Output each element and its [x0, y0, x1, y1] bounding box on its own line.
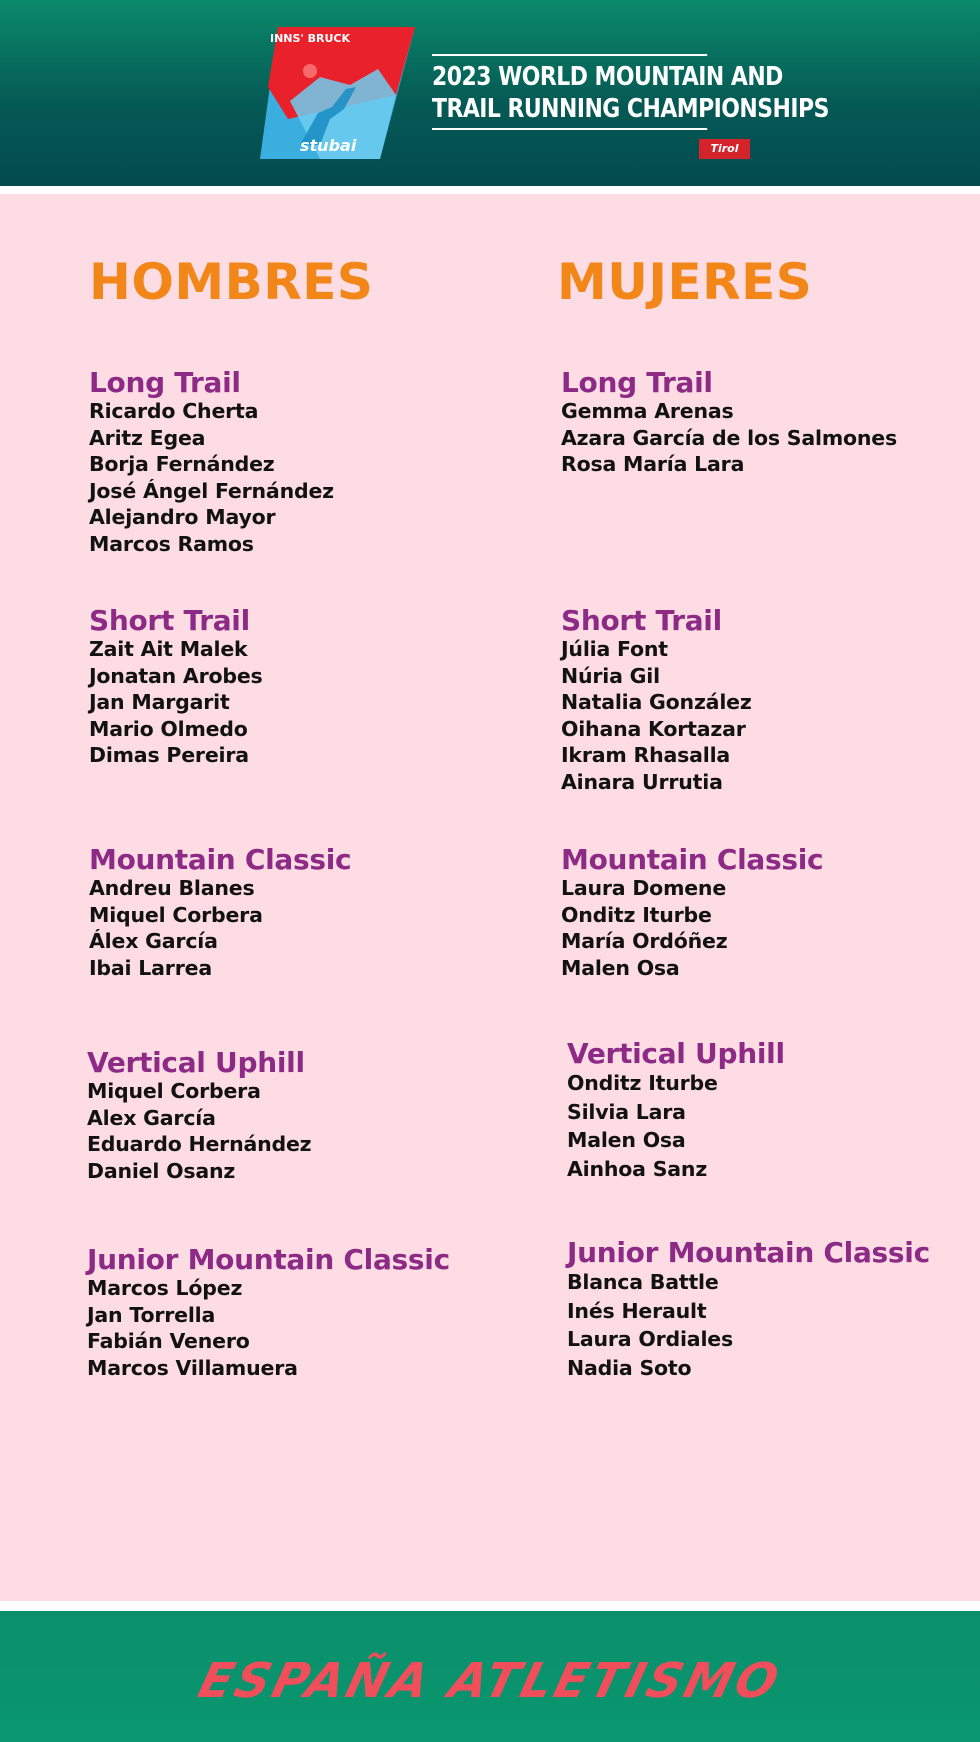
section-title: Short Trail	[561, 604, 722, 637]
athlete-name: Eduardo Hernández	[87, 1132, 312, 1156]
athlete-name: Marcos Villamuera	[87, 1355, 298, 1380]
logo-text-top: INNS' BRUCK	[270, 32, 351, 45]
women-heading: MUJERES	[557, 253, 813, 311]
athlete-name: Jan Margarit	[89, 690, 230, 714]
athlete-name: Alejandro Mayor	[89, 505, 276, 529]
logo-text-bottom: stubai	[300, 136, 357, 155]
section-title: Junior Mountain Classic	[567, 1236, 930, 1269]
section-title: Long Trail	[561, 366, 713, 399]
athlete-name: Marcos Ramos	[89, 531, 254, 556]
athlete-name: Alex García	[87, 1105, 216, 1130]
athlete-name: Onditz Iturbe	[567, 1071, 718, 1095]
athlete-name: Ricardo Cherta	[89, 399, 259, 423]
men-heading: HOMBRES	[89, 253, 374, 311]
athlete-name: Miquel Corbera	[89, 902, 263, 927]
section-title: Vertical Uphill	[87, 1046, 305, 1079]
men-vertical-uphill-section	[87, 1048, 311, 1184]
section-title: Junior Mountain Classic	[87, 1243, 450, 1276]
men-short-trail-section	[89, 606, 263, 769]
men-junior-mountain-classic-section	[87, 1245, 450, 1381]
athlete-name: Inés Herault	[567, 1298, 707, 1323]
title-line-1: 2023 WORLD MOUNTAIN AND	[432, 62, 783, 92]
athlete-name: Jan Torrella	[87, 1302, 216, 1327]
athlete-name: Malen Osa	[567, 1128, 686, 1152]
header-divider	[0, 186, 980, 194]
tirol-badge: Tirol	[699, 139, 750, 159]
athlete-name: Daniel Osanz	[87, 1158, 236, 1183]
athlete-name: Mario Olmedo	[89, 716, 248, 741]
athlete-name: Miquel Corbera	[87, 1079, 261, 1103]
athlete-name: María Ordóñez	[561, 929, 728, 953]
espana-atletismo-logo: ESPAÑA ATLETISMO	[193, 1653, 787, 1709]
women-mountain-classic-section	[561, 845, 823, 981]
women-junior-mountain-classic-section	[567, 1238, 930, 1382]
innsbruck-stubai-logo	[260, 27, 415, 159]
women-vertical-uphill-section	[567, 1039, 785, 1183]
athlete-name: Ainara Urrutia	[561, 769, 723, 794]
header-banner	[0, 0, 980, 186]
athlete-name: Natalia González	[561, 690, 752, 714]
athlete-name: Andreu Blanes	[89, 876, 255, 900]
athlete-name: Azara García de los Salmones	[561, 425, 897, 450]
athlete-name: Laura Ordiales	[567, 1327, 733, 1351]
athlete-name: Borja Fernández	[89, 452, 275, 476]
athlete-name: Núria Gil	[561, 663, 660, 688]
athlete-name: Ainhoa Sanz	[567, 1156, 708, 1181]
section-title: Mountain Classic	[89, 843, 352, 876]
athlete-name: José Ángel Fernández	[89, 478, 334, 503]
men-long-trail-section	[89, 368, 334, 557]
athlete-name: Gemma Arenas	[561, 399, 734, 423]
footer-divider	[0, 1601, 980, 1611]
athlete-name: Ikram Rhasalla	[561, 743, 731, 767]
footer-banner	[0, 1611, 980, 1742]
athlete-name: Jonatan Arobes	[89, 663, 263, 688]
women-short-trail-section	[561, 606, 752, 795]
athlete-name: Zait Ait Malek	[89, 637, 248, 661]
athlete-name: Rosa María Lara	[561, 452, 745, 476]
athlete-name: Fabián Venero	[87, 1329, 250, 1353]
women-long-trail-section	[561, 368, 897, 478]
athlete-name: Marcos López	[87, 1276, 243, 1300]
athlete-name: Júlia Font	[561, 637, 668, 661]
section-title: Mountain Classic	[561, 843, 824, 876]
section-title: Short Trail	[89, 604, 250, 637]
men-mountain-classic-section	[89, 845, 351, 981]
athlete-name: Onditz Iturbe	[561, 902, 712, 927]
athlete-name: Dimas Pereira	[89, 743, 249, 767]
championship-title	[432, 54, 829, 130]
athlete-name: Ibai Larrea	[89, 955, 212, 980]
athlete-name: Malen Osa	[561, 955, 680, 980]
athlete-name: Nadia Soto	[567, 1355, 692, 1380]
section-title: Vertical Uphill	[567, 1037, 785, 1070]
title-line-2: TRAIL RUNNING CHAMPIONSHIPS	[432, 94, 829, 124]
athlete-name: Aritz Egea	[89, 425, 206, 450]
athlete-name: Laura Domene	[561, 876, 727, 900]
athlete-name: Álex García	[89, 929, 218, 953]
athlete-name: Blanca Battle	[567, 1270, 719, 1294]
section-title: Long Trail	[89, 366, 241, 399]
athlete-name: Oihana Kortazar	[561, 716, 746, 741]
athlete-name: Silvia Lara	[567, 1099, 686, 1124]
